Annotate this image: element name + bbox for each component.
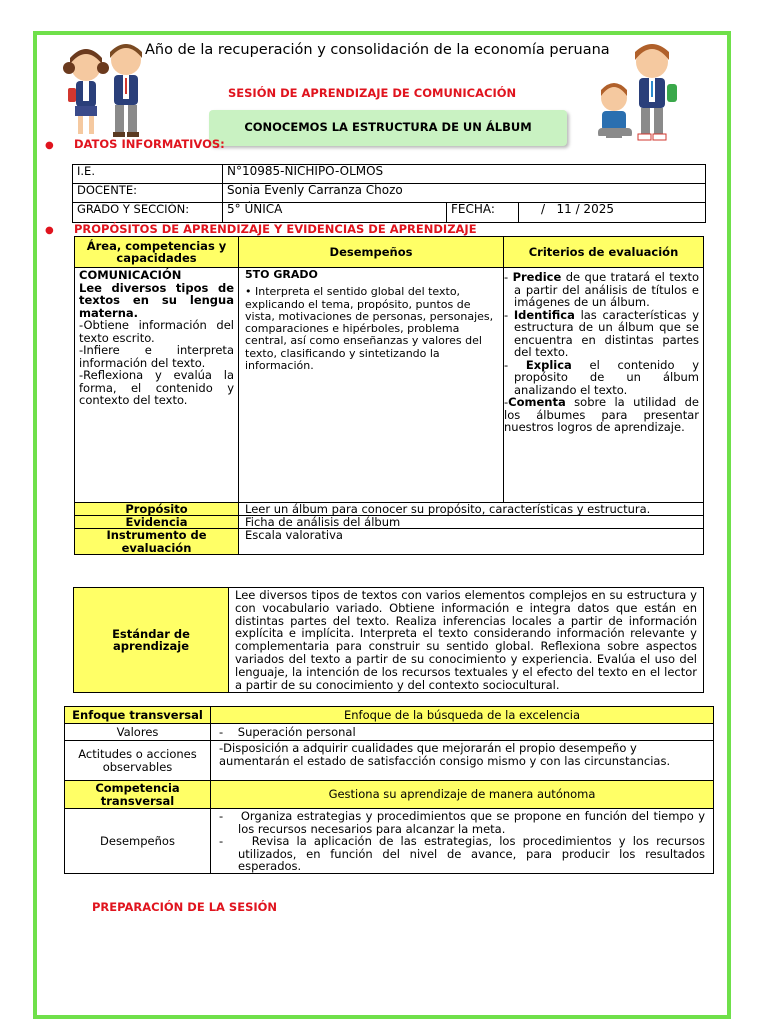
area-cell — [75, 268, 239, 503]
criterio-item — [504, 271, 699, 309]
competencia-transversal-label: Competencia transversal — [65, 781, 211, 809]
criterio-prefix: - — [504, 357, 526, 372]
preparacion-heading: PREPARACIÓN DE LA SESIÓN — [92, 900, 278, 914]
bullet-icon: • — [245, 285, 255, 299]
propositos-heading: PROPÓSITOS DE APRENDIZAJE Y EVIDENCIAS DE APRENDIZAJE — [74, 222, 477, 236]
propositos-table — [74, 236, 704, 555]
criterio-verb: Explica — [525, 357, 572, 372]
capacidad-item: -Infiere e interpreta información del texto. — [79, 343, 234, 370]
desempeno-transversal-text: Revisa la aplicación de las estrategias, los procedimientos y los recursos utilizados, en función del nivel de avance, para producir los resultados esperados. — [238, 834, 705, 873]
estandar-label: Estándar de aprendizaje — [74, 588, 229, 693]
criterio-item — [504, 359, 699, 397]
proposito-value: Leer un álbum para conocer su propósito, características y estructura. — [239, 503, 704, 516]
enfoque-value: Enfoque de la búsqueda de la excelencia — [211, 707, 714, 724]
criterio-verb: Comenta — [508, 395, 566, 409]
capacidad-item: -Reflexiona y evalúa la forma, el contenido y contexto del texto. — [79, 368, 234, 407]
ie-label: I.E. — [73, 165, 223, 184]
valores-label: Valores — [65, 724, 211, 741]
criterio-item — [504, 396, 699, 434]
session-title: CONOCEMOS LA ESTRUCTURA DE UN ÁLBUM — [209, 110, 567, 146]
datos-table — [72, 164, 706, 223]
school-kids-illustration-left — [56, 36, 156, 142]
criterio-rest: sobre la utilidad de los álbumes para presentar nuestros logros de aprendizaje. — [504, 395, 699, 434]
ie-value: N°10985-NICHIPO-OLMOS — [223, 165, 706, 184]
grado-label: GRADO Y SECCIÓN: — [73, 203, 223, 223]
dash-icon: - — [219, 724, 238, 739]
evidencia-label: Evidencia — [75, 516, 239, 529]
fecha-value: / 11 / 2025 — [519, 203, 706, 223]
valores-value: Superación personal — [237, 724, 356, 739]
actitudes-label: Actitudes o acciones observables — [65, 741, 211, 781]
criterio-prefix: - — [504, 395, 509, 409]
competencia-transversal-value: Gestiona su aprendizaje de manera autónoma — [211, 781, 714, 809]
instrumento-label: Instrumento de evaluación — [75, 529, 239, 555]
competencia-text: Lee diversos tipos de textos en su lengua materna. — [79, 280, 234, 320]
desempeno-transversal-item — [219, 835, 705, 873]
dash-icon: - — [219, 834, 252, 848]
session-label: SESIÓN DE APRENDIZAJE DE COMUNICACIÓN — [228, 86, 517, 100]
grado-value: 5° ÚNICA — [223, 203, 447, 223]
bullet-propositos: ● — [45, 225, 54, 236]
desempeno-text: Interpreta el sentido global del texto, explicando el tema, propósito, puntos de vista, motivaciones de personas, personajes, comparaciones e hipérboles, problema central, así como enseñanzas y valores del texto, clasificando y sintetizando la información. — [245, 285, 494, 373]
area-title: COMUNICACIÓN — [79, 268, 182, 282]
col-desempenos-header: Desempeños — [239, 237, 504, 268]
bullet-datos: ● — [45, 140, 54, 151]
desempeno-cell — [239, 268, 504, 503]
grado-title: 5TO GRADO — [245, 268, 318, 281]
desempenos-transversal-cell — [211, 809, 714, 874]
enfoque-label: Enfoque transversal — [65, 707, 211, 724]
docente-label: DOCENTE: — [73, 184, 223, 203]
criterio-rest: de que tratará el texto a partir del análisis de títulos e imágenes de un álbum. — [514, 270, 700, 309]
dash-icon: - — [219, 809, 241, 823]
docente-value: Sonia Evenly Carranza Chozo — [223, 184, 706, 203]
year-title: Año de la recuperación y consolidación de la economía peruana — [145, 42, 610, 58]
criterio-item — [504, 309, 699, 359]
criterio-verb: Predice — [512, 270, 562, 284]
valores-cell — [211, 724, 714, 741]
criterio-verb: Identifica — [513, 307, 575, 322]
criterio-rest: las características y estructura de un álbum que se encuentra en distintas partes del texto. — [514, 307, 699, 359]
desempeno-transversal-item — [219, 810, 705, 835]
criterio-prefix: - — [504, 307, 514, 322]
instrumento-value: Escala valorativa — [239, 529, 704, 555]
col-criterios-header: Criterios de evaluación — [504, 237, 704, 268]
desempenos-transversal-label: Desempeños — [65, 809, 211, 874]
estandar-table — [73, 587, 704, 693]
criterio-prefix: - — [504, 270, 513, 284]
datos-heading: DATOS INFORMATIVOS: — [74, 137, 225, 151]
proposito-label: Propósito — [75, 503, 239, 516]
capacidad-item: -Obtiene información del texto escrito. — [79, 318, 234, 345]
criterios-cell — [504, 268, 704, 503]
enfoque-table — [64, 706, 714, 874]
col-area-header: Área, competencias y capacidades — [75, 237, 239, 268]
fecha-label: FECHA: — [447, 203, 519, 223]
desempeno-transversal-text: Organiza estrategias y procedimientos que se propone en función del tiempo y los recursos necesarios para alcanzar la meta. — [238, 809, 705, 836]
evidencia-value: Ficha de análisis del álbum — [239, 516, 704, 529]
estandar-text: Lee diversos tipos de textos con varios elementos complejos en su estructura y con vocabulario variado. Obtiene información e integra datos que están en distintas partes del texto. Realiza inferencias locales a partir de información explícita e implícita. Interpreta el texto considerando información relevante y complementaria para construir su sentido global. Reflexiona sobre aspectos variados del texto a partir de su conocimiento y experiencia. Evalúa el uso del lenguaje, la intención de los recursos textuales y el efecto del texto en el lector a partir de su conocimiento y del contexto sociocultural. — [229, 588, 704, 693]
criterio-rest: el contenido y propósito de un álbum analizando el texto. — [514, 357, 699, 397]
actitudes-value: -Disposición a adquirir cualidades que mejorarán el propio desempeño y aumentarán el estado de satisfacción consigo mismo y con las circunstancias. — [211, 741, 714, 781]
